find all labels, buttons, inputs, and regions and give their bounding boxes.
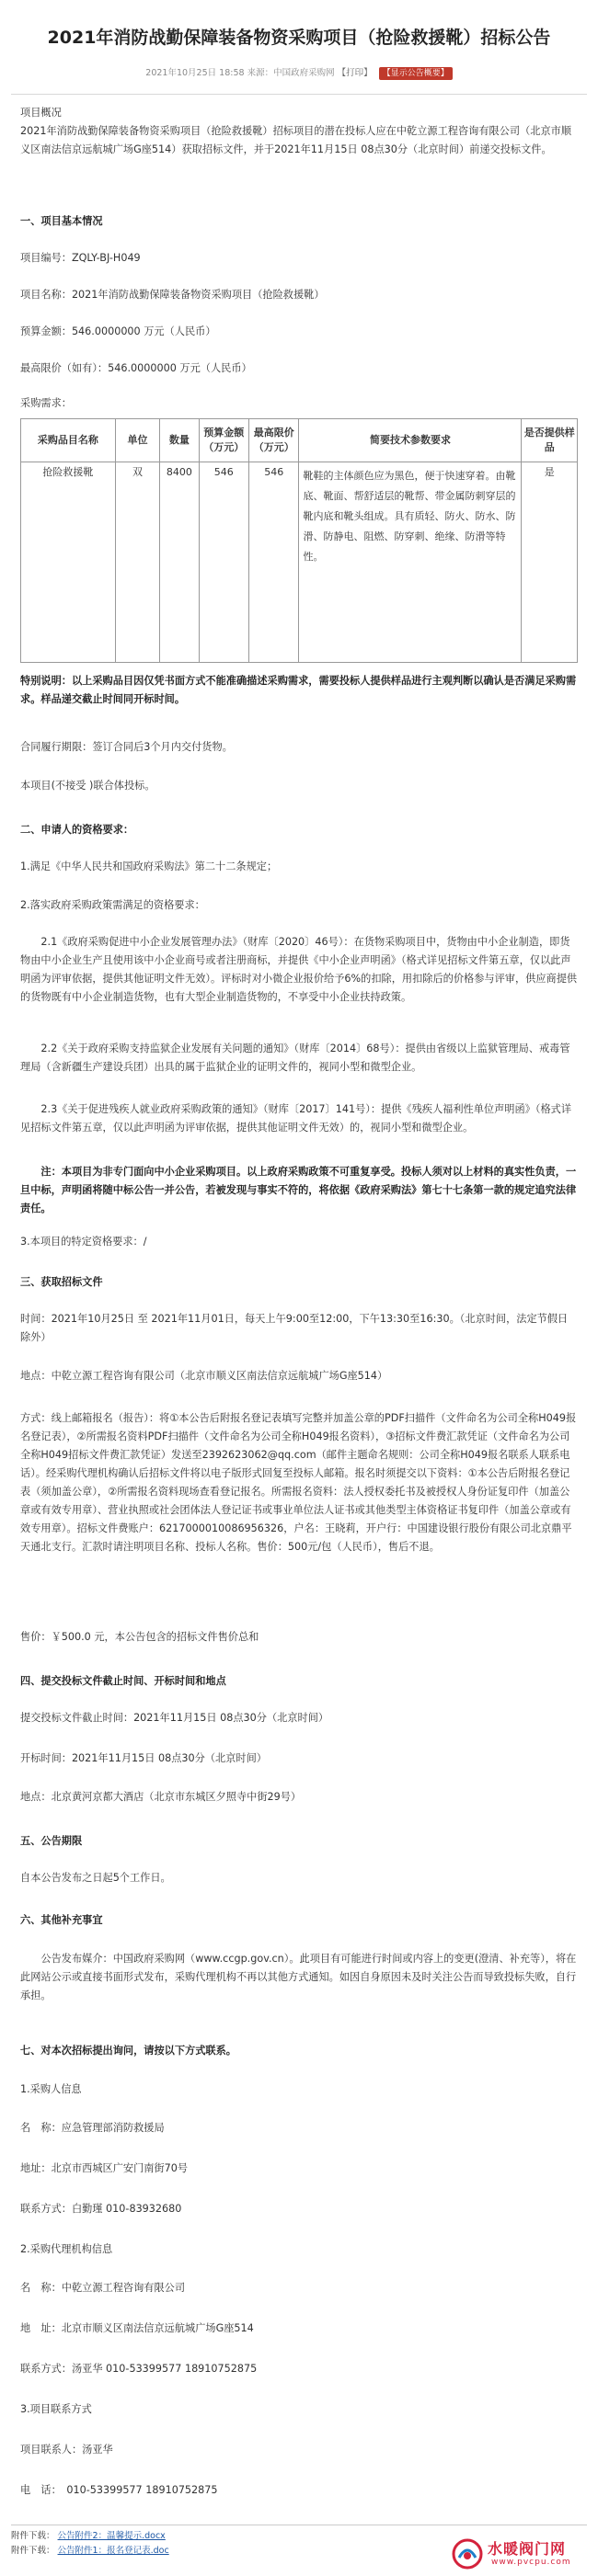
contract-term: 合同履行期限：签订合同后3个月内交付货物。 bbox=[20, 741, 233, 753]
section3-heading: 三、获取招标文件 bbox=[20, 1276, 103, 1288]
cell-sample: 是 bbox=[522, 462, 578, 663]
section1-heading: 一、项目基本情况 bbox=[20, 215, 103, 227]
watermark-text: 水暖阀门网 bbox=[488, 2540, 567, 2558]
attachment-prefix: 附件下载： bbox=[11, 2546, 55, 2556]
publish-meta bbox=[0, 66, 598, 81]
col-header-max: 最高限价（万元） bbox=[249, 419, 299, 462]
cell-budget: 546 bbox=[199, 462, 248, 663]
supplementary-text: 公告发布媒介：中国政府采购网（www.ccgp.gov.cn）。此项目有可能进行时间或内容上的变更(澄清、补充等），将在此网站公示或直接书面形式发布，采购代理机构不再以其他方式通知。如因自身原因未及时关注公告而导致投标失败，自行承担。 bbox=[20, 1953, 577, 2001]
cell-max: 546 bbox=[249, 462, 299, 663]
contact-person: 项目联系人：汤亚华 bbox=[20, 2444, 113, 2456]
agent-name: 名 称：中乾立源工程咨询有限公司 bbox=[20, 2282, 186, 2294]
contact-phone: 电 话： 010-53399577 18910752875 bbox=[20, 2484, 218, 2496]
col-header-spec: 简要技术参数要求 bbox=[299, 419, 522, 462]
qualification-2-2: 2.2《关于政府采购支持监狱企业发展有关问题的通知》（财库〔2014〕68号）：提供由省级以上监狱管理局、戒毒管理局（含新疆生产建设兵团）出具的属于监狱企业的证明文件的，视同小型和微型企业。 bbox=[20, 1043, 570, 1073]
submit-deadline: 提交投标文件截止时间：2021年11月15日 08点30分（北京时间） bbox=[20, 1712, 329, 1724]
cell-unit: 双 bbox=[115, 462, 159, 663]
overview-text: 2021年消防战勤保障装备物资采购项目（抢险救援靴）招标项目的潜在投标人应在中乾立源工程咨询有限公司（北京市顺义区南法信京远航城广场G座514）获取招标文件，并于2021年11月15日 08点30分（北京时间）前递交投标文件。 bbox=[20, 125, 572, 155]
show-summary-button[interactable]: 【显示公告概要】 bbox=[379, 67, 453, 80]
logo-icon bbox=[451, 2537, 484, 2570]
print-link[interactable]: 【打印】 bbox=[337, 68, 373, 78]
attachment-link-tips[interactable]: 公告附件2：温馨提示.docx bbox=[57, 2531, 166, 2541]
contact-label: 3.项目联系方式 bbox=[20, 2403, 92, 2415]
section7-heading: 七、对本次招标提出询问，请按以下方式联系。 bbox=[20, 2045, 236, 2057]
project-number: 项目编号：ZQLY-BJ-H049 bbox=[20, 252, 141, 264]
overview-heading: 项目概况 bbox=[20, 107, 62, 119]
watermark-logo bbox=[451, 2536, 589, 2572]
buyer-name: 名 称：应急管理部消防救援局 bbox=[20, 2122, 165, 2134]
obtain-place: 地点：中乾立源工程咨询有限公司（北京市顺义区南法信京远航城广场G座514） bbox=[20, 1370, 388, 1382]
budget-amount: 预算金额：546.0000000 万元（人民币） bbox=[20, 325, 216, 337]
obtain-method: 方式：线上邮箱报名（报告）：将①本公告后附报名登记表填写完整并加盖公章的PDF扫描件（文件命名为公司全称H049报名登记表），②所需报名资料PDF扫描件（文件命名为公司全称H049报名资料），③招标文件费汇款凭证（文件命名为公司全称H049招标文件费汇款凭证）发送至2392623062@qq.com（邮件主题命名规则：公司全称H049报名联系人联系电话）。经采购代理机构确认后招标文件将以电子版形式回复至投标人邮箱。报名时须提交以下资料：①本公告后附报名登记表（须加盖公章），②所需报名资料现场查看登记报名。所需报名资料：法人授权委托书及被授权人身份证复印件（加盖公章或有效专用章）、营业执照或社会团体法人登记证书或事业单位法人证书或其他类型主体资格证书复印件（加盖公章或有效专用章）。招标文件费账户：6217000010086956326，户名：王晓莉，开户行：中国建设银行股份有限公司北京鼎平天通北支行。汇款时请注明项目名称、投标人名称。售价：500元/包（人民币），售后不退。 bbox=[20, 1412, 577, 1553]
table-header-row bbox=[21, 419, 578, 462]
section6-heading: 六、其他补充事宜 bbox=[20, 1914, 103, 1926]
qualification-1: 1.满足《中华人民共和国政府采购法》第二十二条规定； bbox=[20, 861, 278, 872]
col-header-unit: 单位 bbox=[115, 419, 159, 462]
col-header-budget: 预算金额（万元） bbox=[199, 419, 248, 462]
doc-price: 售价：￥500.0 元，本公告包含的招标文件售价总和 bbox=[20, 1631, 259, 1643]
col-header-item: 采购品目名称 bbox=[21, 419, 116, 462]
attachment-link-registration[interactable]: 公告附件1：报名登记表.doc bbox=[57, 2546, 169, 2556]
cell-item: 抢险救援靴 bbox=[21, 462, 116, 663]
col-header-qty: 数量 bbox=[160, 419, 199, 462]
attachment-prefix: 附件下载： bbox=[11, 2531, 55, 2541]
page-title: 2021年消防战勤保障装备物资采购项目（抢险救援靴）招标公告 bbox=[47, 28, 551, 48]
publish-source: 来源：中国政府采购网 bbox=[247, 68, 335, 78]
project-name: 项目名称：2021年消防战勤保障装备物资采购项目（抢险救援靴） bbox=[20, 289, 325, 301]
qualification-2-1: 2.1《政府采购促进中小企业发展管理办法》（财库〔2020〕46号）：在货物采购项目中，货物由中小企业制造，即货物由中小企业生产且使用该中小企业商号或者注册商标，并提供《中小企业声明函》（格式详见招标文件第五章，仅以此声明函为评审依据，提供其他证明文件无效）。评标时对小微企业报价给予6%的扣除，用扣除后的价格参与评审，供应商提供的货物既有中小企业制造货物，也有大型企业制造货物的，不享受中小企业扶持政策。 bbox=[20, 936, 578, 1003]
max-price: 最高限价（如有）：546.0000000 万元（人民币） bbox=[20, 362, 252, 374]
header-divider bbox=[11, 94, 587, 95]
watermark-url: www.pvcpu.com bbox=[491, 2558, 571, 2567]
requirements-table-wrap bbox=[20, 418, 578, 663]
agent-label: 2.采购代理机构信息 bbox=[20, 2243, 113, 2255]
qualification-2-3: 2.3《关于促进残疾人就业政府采购政策的通知》（财库〔2017〕141号）：提供《残疾人福利性单位声明函》（格式详见招标文件第五章，仅以此声明函为评审依据，提供其他证明文件无效）的，视同小型和微型企业。 bbox=[20, 1103, 572, 1134]
cell-spec: 靴鞋的主体颜色应为黑色，便于快速穿着。由靴底、靴面、帮舒适层的靴帮、带金属防刺穿层的靴内底和靴头组成。具有质轻、防火、防水、防滑、防静电、阻燃、防穿刺、绝缘、防滑等特性。 bbox=[299, 462, 522, 663]
qualification-note: 注：本项目为非专门面向中小企业采购项目。以上政府采购政策不可重复享受。投标人须对以上材料的真实性负责，一旦中标，声明函将随中标公告一并公告，若被发现与事实不符的，将依据《政府采购法》第七十七条第一款的规定追究法律责任。 bbox=[20, 1166, 577, 1214]
special-note: 特别说明：以上采购品目因仅凭书面方式不能准确描述采购需求，需要投标人提供样品进行主观判断以确认是否满足采购需求。样品递交截止时间同开标时间。 bbox=[20, 675, 577, 705]
open-time: 开标时间：2021年11月15日 08点30分（北京时间） bbox=[20, 1752, 267, 1764]
consortium-note: 本项目(不接受 )联合体投标。 bbox=[20, 780, 155, 792]
table-row bbox=[21, 462, 578, 663]
buyer-contact: 联系方式：白勤瑾 010-83932680 bbox=[20, 2203, 182, 2215]
section5-heading: 五、公告期限 bbox=[20, 1835, 83, 1847]
section2-heading: 二、申请人的资格要求： bbox=[20, 824, 134, 836]
qualification-3: 3.本项目的特定资格要求：/ bbox=[20, 1236, 147, 1248]
obtain-time: 时间：2021年10月25日 至 2021年11月01日，每天上午9:00至12:00，下午13:30至16:30。（北京时间，法定节假日除外） bbox=[20, 1313, 569, 1343]
buyer-address: 地址：北京市西城区广安门南街70号 bbox=[20, 2162, 189, 2174]
qualification-2: 2.落实政府采购政策需满足的资格要求： bbox=[20, 899, 205, 911]
publish-date: 2021年10月25日 18:58 bbox=[145, 68, 245, 78]
overview-block bbox=[20, 104, 578, 159]
open-place: 地点：北京黄河京都大酒店（北京市东城区夕照寺中街29号） bbox=[20, 1791, 302, 1803]
requirement-label: 采购需求： bbox=[20, 397, 72, 409]
agent-contact: 联系方式：汤亚华 010-53399577 18910752875 bbox=[20, 2363, 258, 2375]
agent-address: 地 址：北京市顺义区南法信京远航城广场G座514 bbox=[20, 2322, 254, 2334]
notice-period: 自本公告发布之日起5个工作日。 bbox=[20, 1872, 171, 1884]
cell-qty: 8400 bbox=[160, 462, 199, 663]
col-header-sample: 是否提供样品 bbox=[522, 419, 578, 462]
requirements-table bbox=[20, 418, 578, 663]
section4-heading: 四、提交投标文件截止时间、开标时间和地点 bbox=[20, 1675, 226, 1687]
buyer-label: 1.采购人信息 bbox=[20, 2083, 82, 2095]
